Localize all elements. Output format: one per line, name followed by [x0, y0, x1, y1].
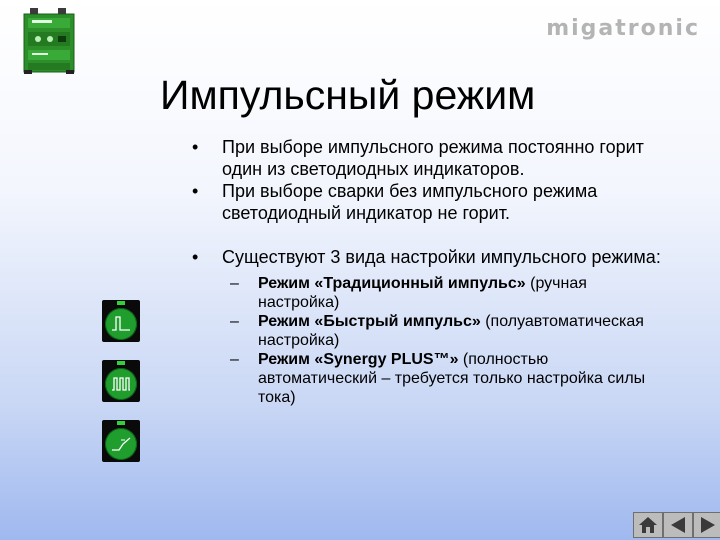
sub-bullet-item: [228, 350, 662, 407]
sub-bullet-text: (ручная настройка): [258, 275, 587, 311]
sub-bullet-marker: –: [230, 313, 239, 330]
fast-pulse-icon: [102, 360, 140, 402]
content-area: [192, 136, 662, 407]
led-indicator: [117, 301, 125, 305]
sub-bullet-mode-name: Режим «Традиционный импульс»: [258, 275, 526, 292]
sub-bullet-marker: –: [230, 351, 239, 368]
pulse-mode-list: [228, 274, 662, 407]
home-icon: [637, 515, 659, 535]
slide-title: Импульсный режим: [160, 72, 536, 118]
previous-slide-button[interactable]: [663, 512, 693, 538]
sub-bullet-item: [228, 312, 662, 350]
brand-logo: migatronic: [546, 16, 700, 41]
bullet-text: При выборе сварки без импульсного режима светодиодный индикатор не горит.: [222, 181, 598, 223]
synergy-plus-icon: [102, 420, 140, 462]
bullet-item: [192, 246, 662, 268]
bullet-item: [192, 180, 662, 224]
sub-bullet-text: (полуавтоматическая настройка): [258, 313, 644, 349]
sub-bullet-mode-name: Режим «Synergy PLUS™»: [258, 351, 459, 368]
bullet-marker: •: [192, 137, 199, 157]
next-icon: [697, 515, 719, 535]
home-button[interactable]: [633, 512, 663, 538]
bullet-text: Существуют 3 вида настройки импульсного режима:: [222, 247, 661, 267]
previous-icon: [667, 515, 689, 535]
led-indicator: [117, 421, 125, 425]
bullet-text: При выборе импульсного режима постоянно горит один из светодиодных индикаторов.: [222, 137, 644, 179]
bullet-item: [192, 136, 662, 180]
bullet-marker: •: [192, 247, 199, 267]
led-indicator: [117, 361, 125, 365]
sub-bullet-item: [228, 274, 662, 312]
sub-bullet-text: (полностью автоматический – требуется только настройка силы тока): [258, 351, 646, 406]
bullet-marker: •: [192, 181, 199, 201]
welding-machine-image: [22, 8, 78, 74]
next-slide-button[interactable]: [693, 512, 720, 538]
sub-bullet-marker: –: [230, 275, 239, 292]
sub-bullet-mode-name: Режим «Быстрый импульс»: [258, 313, 481, 330]
traditional-pulse-icon: [102, 300, 140, 342]
